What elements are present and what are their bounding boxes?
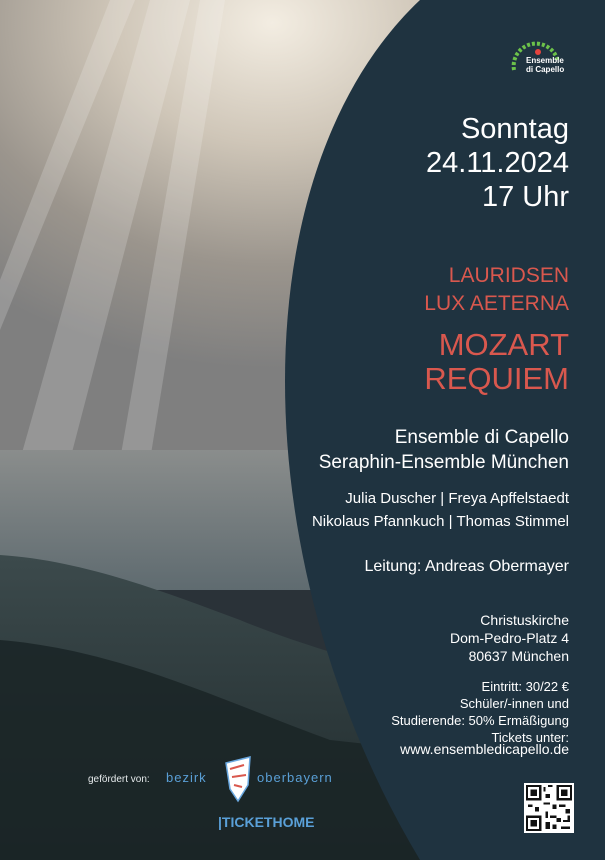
sponsor-label: gefördert von: [88,774,150,785]
work2-title: REQUIEM [424,361,569,396]
venue-name: Christuskirche [480,612,569,628]
admission-line-4: Tickets unter: [491,730,569,745]
conductor: Leitung: Andreas Obermayer [364,558,569,575]
admission-line-3: Studierende: 50% Ermäßigung [391,713,569,728]
qr-code-icon[interactable] [524,783,574,833]
admission-line-1: Eintritt: 30/22 € [481,679,569,694]
soloists [312,487,569,533]
venue-street: Dom-Pedro-Platz 4 [449,630,569,646]
venue [450,611,569,665]
program-work-1 [424,262,569,318]
soloists-line-1: Julia Duscher | Freya Apffelstaedt [345,490,569,507]
logo-line-2: di Capello [526,65,565,74]
program-work-2 [424,328,569,396]
admission-info [391,678,569,746]
event-time: 17 Uhr [481,181,569,213]
event-day: Sonntag [460,113,569,145]
venue-city: 80637 München [468,648,569,664]
work1-composer: LAURIDSEN [448,264,569,287]
sponsor-bezirk: bezirk [166,770,207,785]
work2-composer: MOZART [438,327,569,362]
ensembles [319,425,569,475]
work1-title: LUX AETERNA [424,292,569,315]
bezirk-oberbayern-emblem-icon [220,755,254,805]
event-date [426,112,569,214]
ensemble-logo-text [526,56,564,74]
ensemble-1: Ensemble di Capello [394,427,569,448]
sponsor-oberbayern: oberbayern [257,770,333,785]
tickethome-logo: |TICKETHOME [218,814,315,830]
website-link[interactable]: www.ensembledicapello.de [400,741,569,757]
logo-line-1: Ensemble [526,56,564,65]
ensemble-2: Seraphin-Ensemble München [318,452,569,473]
admission-line-2: Schüler/-innen und [459,696,569,711]
soloists-line-2: Nikolaus Pfannkuch | Thomas Stimmel [311,513,569,530]
event-date-value: 24.11.2024 [426,147,569,179]
